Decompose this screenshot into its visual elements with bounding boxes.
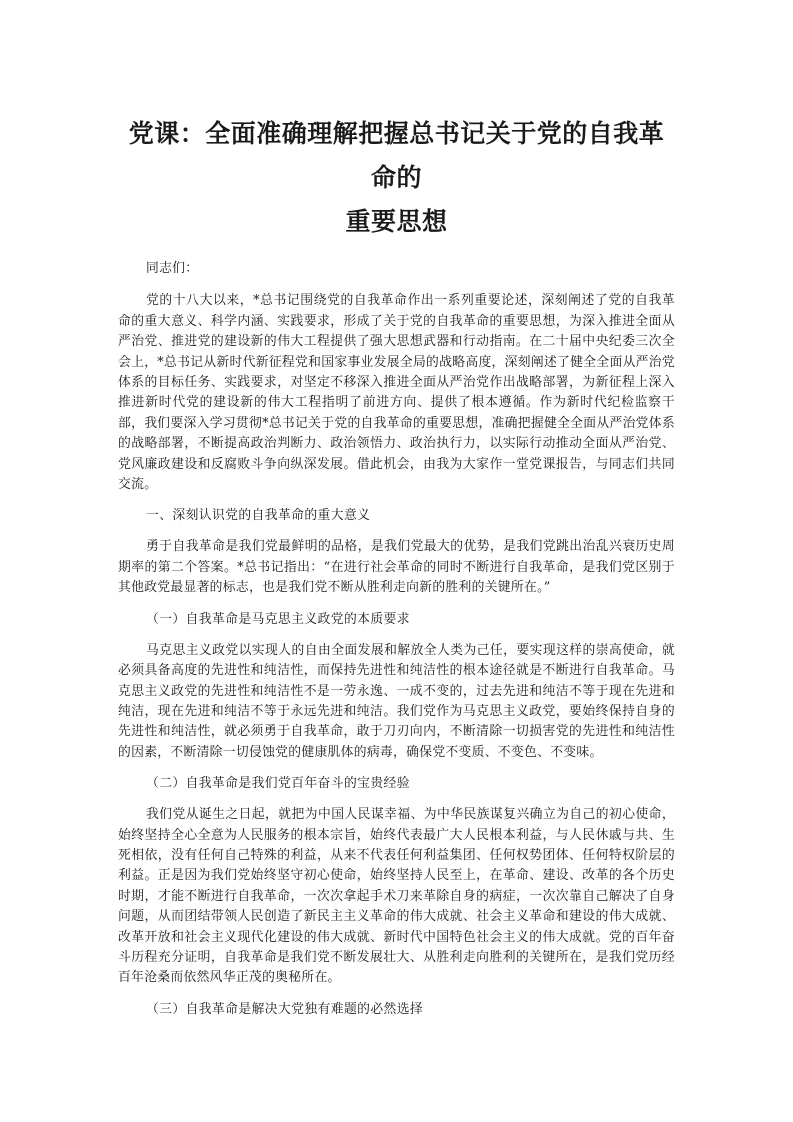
section-1-heading: 一、深刻认识党的自我革命的重大意义 — [146, 508, 371, 524]
section-1-intro-paragraph: 勇于自我革命是我们党最鲜明的品格，是我们党最大的优势，是我们党跳出治乱兴衰历史周期率的第二个答案。*总书记指出：“在进行社会革命的同时不断进行自我革命，是我们党区别于其他政党最显著的标志，也是我们党不断从胜利走向新的胜利的关键所在。” — [118, 539, 675, 596]
subsection-2-heading: （二）自我革命是我们党百年奋斗的宝贵经验 — [146, 776, 410, 792]
document-title — [118, 112, 675, 244]
salutation: 同志们： — [146, 261, 199, 276]
subsection-1-heading: （一）自我革命是马克思主义政党的本质要求 — [146, 611, 410, 627]
title-line-2: 重要思想 — [345, 207, 448, 236]
subsection-2-paragraph: 我们党从诞生之日起，就把为中国人民谋幸福、为中华民族谋复兴确立为自己的初心使命，始终坚持全心全意为人民服务的根本宗旨，始终代表最广大人民根本利益，与人民休戚与共、生死相依，没有任何自己特殊的利益，从来不代表任何利益集团、任何权势团体、任何特权阶层的利益。正是因为我们党始终坚守初心使命，始终坚持人民至上，在革命、建设、改革的各个历史时期，才能不断进行自我革命，一次次拿起手术刀来革除自身的病症，一次次靠自己解决了自身问题，从而团结带领人民创造了新民主主义革命的伟大成就、社会主义革命和建设的伟大成就、改革开放和社会主义现代化建设的伟大成就、新时代中国特色社会主义的伟大成就。党的百年奋斗历程充分证明，自我革命是我们党不断发展壮大、从胜利走向胜利的关键所在，是我们党历经百年沧桑而依然风华正茂的奥秘所在。 — [118, 807, 675, 986]
title-line-1: 党课：全面准确理解把握总书记关于党的自我革命的 — [128, 119, 665, 192]
intro-paragraph: 党的十八大以来，*总书记围绕党的自我革命作出一系列重要论述，深刻阐述了党的自我革命的重大意义、科学内涵、实践要求，形成了关于党的自我革命的重要思想，为深入推进全面从严治党、推进党的建设新的伟大工程提供了强大思想武器和行动指南。在二十届中央纪委三次全会上，*总书记从新时代新征程党和国家事业发展全局的战略高度，深刻阐述了健全全面从严治党体系的目标任务、实践要求，对坚定不移深入推进全面从严治党作出战略部署，为新征程上深入推进新时代党的建设新的伟大工程指明了前进方向、提供了根本遵循。作为新时代纪检监察干部，我们要深入学习贯彻*总书记关于党的自我革命的重要思想，准确把握健全全面从严治党体系的战略部署，不断提高政治判断力、政治领悟力、政治执行力，以实际行动推动全面从严治党、党风廉政建设和反腐败斗争向纵深发展。借此机会，由我为大家作一堂党课报告，与同志们共同交流。 — [118, 293, 675, 493]
subsection-3-heading: （三）自我革命是解决大党独有难题的必然选择 — [146, 1001, 424, 1017]
subsection-1-paragraph: 马克思主义政党以实现人的自由全面发展和解放全人类为己任，要实现这样的崇高使命，就必须具备高度的先进性和纯洁性，而保持先进性和纯洁性的根本途径就是不断进行自我革命。马克思主义政党的先进性和纯洁性不是一劳永逸、一成不变的，过去先进和纯洁不等于现在先进和纯洁，现在先进和纯洁不等于永远先进和纯洁。我们党作为马克思主义政党，要始终保持自身的先进性和纯洁性，就必须勇于自我革命，敢于刀刃向内，不断清除一切损害党的先进性和纯洁性的因素，不断清除一切侵蚀党的健康肌体的病毒，确保党不变质、不变色、不变味。 — [118, 642, 675, 760]
